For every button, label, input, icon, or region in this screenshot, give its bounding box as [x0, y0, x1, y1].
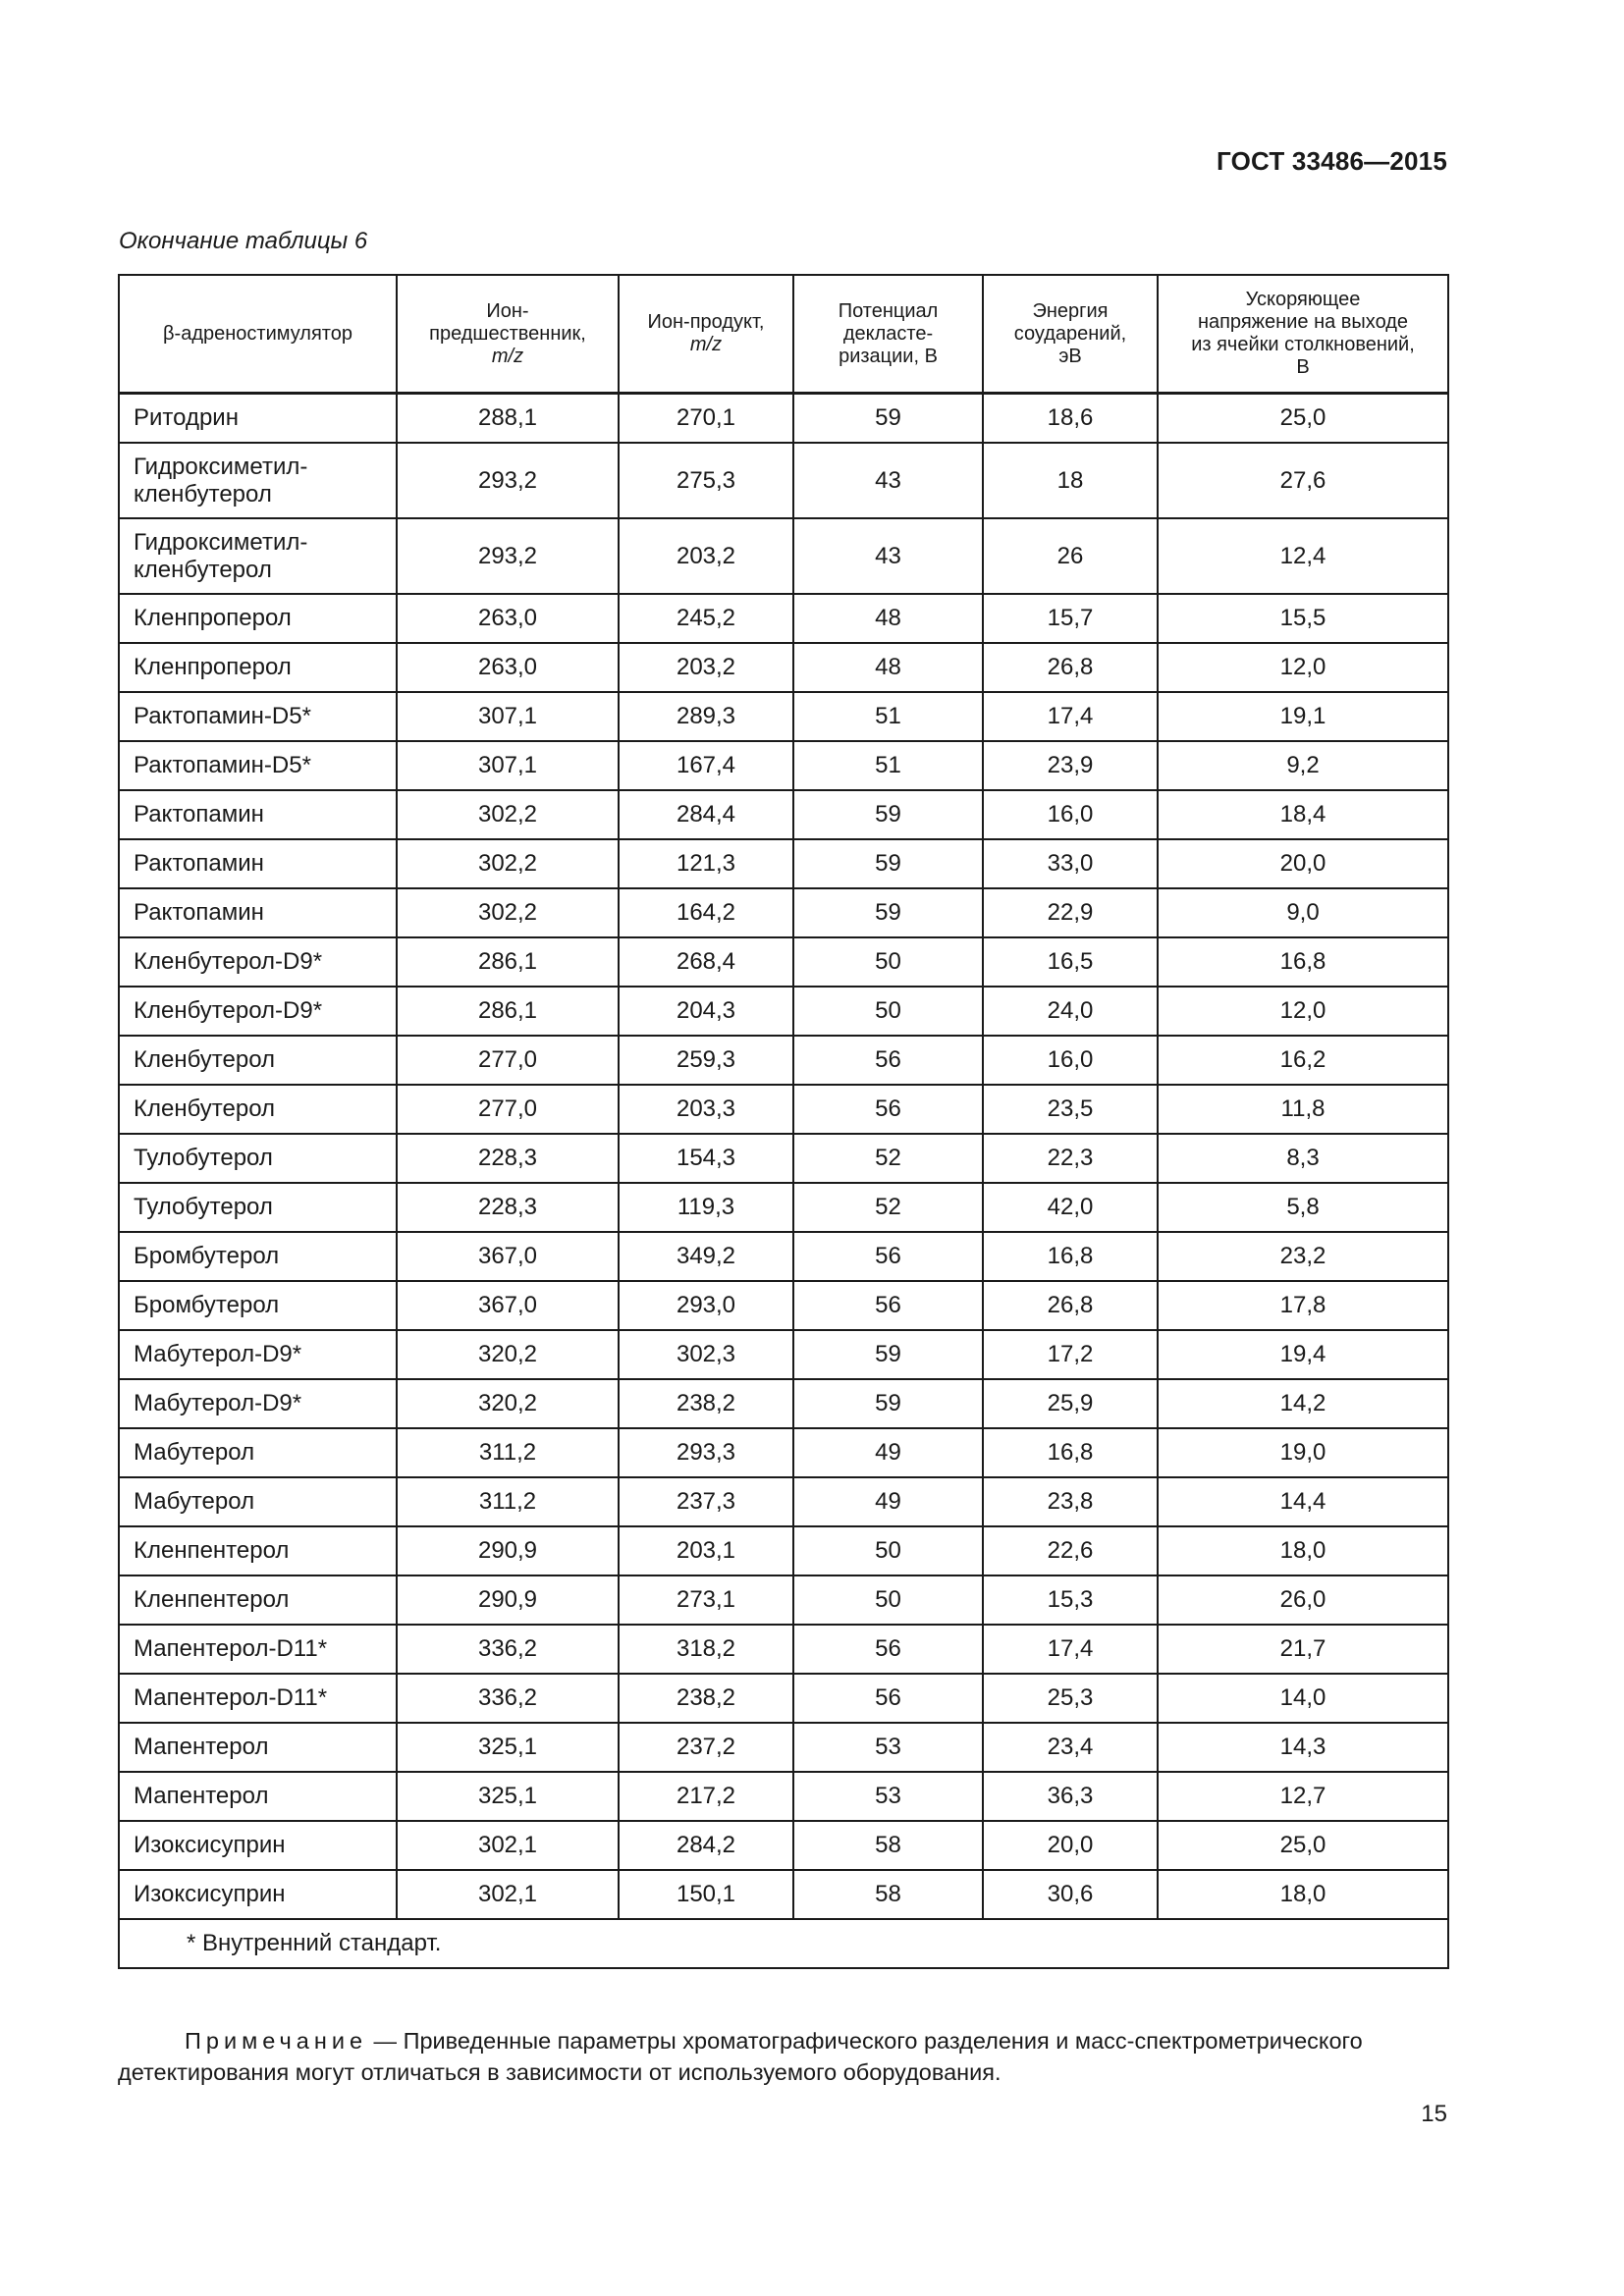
cell-voltage: 16,8: [1158, 937, 1448, 987]
cell-voltage: 5,8: [1158, 1183, 1448, 1232]
cell-voltage: 12,7: [1158, 1772, 1448, 1821]
cell-potential: 59: [793, 790, 983, 839]
cell-product: 318,2: [619, 1625, 793, 1674]
cell-product: 238,2: [619, 1674, 793, 1723]
table-row: [119, 1134, 1448, 1183]
table-row: [119, 1723, 1448, 1772]
cell-energy: 25,9: [983, 1379, 1158, 1428]
cell-substance: Мабутерол-D9*: [119, 1379, 397, 1428]
cell-energy: 16,0: [983, 1036, 1158, 1085]
cell-substance: Рактопамин: [119, 790, 397, 839]
table-row: [119, 1428, 1448, 1477]
cell-potential: 56: [793, 1625, 983, 1674]
table-caption: Окончание таблицы 6: [119, 228, 368, 254]
cell-energy: 26: [983, 518, 1158, 594]
cell-substance: Мабутерол: [119, 1428, 397, 1477]
cell-product: 293,0: [619, 1281, 793, 1330]
cell-energy: 16,0: [983, 790, 1158, 839]
table-row: [119, 839, 1448, 888]
cell-precursor: 311,2: [397, 1477, 619, 1526]
cell-potential: 50: [793, 1526, 983, 1575]
cell-precursor: 336,2: [397, 1674, 619, 1723]
table-row: [119, 741, 1448, 790]
cell-potential: 56: [793, 1085, 983, 1134]
cell-potential: 50: [793, 1575, 983, 1625]
cell-energy: 17,2: [983, 1330, 1158, 1379]
cell-product: 203,2: [619, 643, 793, 692]
note: [118, 2025, 1447, 2088]
cell-potential: 50: [793, 937, 983, 987]
cell-precursor: 286,1: [397, 987, 619, 1036]
cell-product: 150,1: [619, 1870, 793, 1919]
cell-precursor: 263,0: [397, 643, 619, 692]
cell-product: 284,2: [619, 1821, 793, 1870]
table-row: [119, 643, 1448, 692]
cell-precursor: 320,2: [397, 1330, 619, 1379]
cell-precursor: 336,2: [397, 1625, 619, 1674]
table-row: [119, 1379, 1448, 1428]
cell-substance: Кленпроперол: [119, 594, 397, 643]
cell-substance: Рактопамин: [119, 839, 397, 888]
cell-energy: 26,8: [983, 643, 1158, 692]
cell-substance: Изоксисуприн: [119, 1870, 397, 1919]
cell-voltage: 17,8: [1158, 1281, 1448, 1330]
note-label: Примечание: [185, 2028, 368, 2054]
cell-voltage: 14,2: [1158, 1379, 1448, 1428]
cell-precursor: 311,2: [397, 1428, 619, 1477]
cell-product: 302,3: [619, 1330, 793, 1379]
cell-precursor: 293,2: [397, 443, 619, 518]
table-header: [119, 275, 1448, 394]
cell-product: 349,2: [619, 1232, 793, 1281]
cell-voltage: 9,2: [1158, 741, 1448, 790]
cell-voltage: 27,6: [1158, 443, 1448, 518]
table-row: [119, 594, 1448, 643]
table-row: [119, 394, 1448, 444]
cell-product: 293,3: [619, 1428, 793, 1477]
cell-product: 289,3: [619, 692, 793, 741]
cell-potential: 51: [793, 692, 983, 741]
cell-potential: 43: [793, 518, 983, 594]
cell-precursor: 286,1: [397, 937, 619, 987]
cell-precursor: 302,1: [397, 1821, 619, 1870]
cell-product: 164,2: [619, 888, 793, 937]
cell-precursor: 325,1: [397, 1772, 619, 1821]
cell-substance: Бромбутерол: [119, 1281, 397, 1330]
cell-voltage: 18,0: [1158, 1526, 1448, 1575]
cell-precursor: 228,3: [397, 1183, 619, 1232]
col-header-precursor: Ион- предшественник, m/z: [397, 275, 619, 394]
col-header-product: Ион-продукт, m/z: [619, 275, 793, 394]
parameters-table: [118, 274, 1449, 1969]
table-row: [119, 1036, 1448, 1085]
cell-precursor: 302,2: [397, 790, 619, 839]
cell-voltage: 25,0: [1158, 1821, 1448, 1870]
table-row: [119, 1232, 1448, 1281]
table-row: [119, 1183, 1448, 1232]
table-row: [119, 1085, 1448, 1134]
cell-energy: 16,5: [983, 937, 1158, 987]
cell-voltage: 12,0: [1158, 643, 1448, 692]
cell-voltage: 18,0: [1158, 1870, 1448, 1919]
cell-substance: Гидроксиметил- кленбутерол: [119, 518, 397, 594]
cell-substance: Мабутерол-D9*: [119, 1330, 397, 1379]
note-text: — Приведенные параметры хроматографического разделения и масс-спектрометрического детектирования могут отличаться в зависимости от используемого оборудования.: [118, 2028, 1363, 2085]
cell-energy: 30,6: [983, 1870, 1158, 1919]
cell-potential: 43: [793, 443, 983, 518]
cell-potential: 52: [793, 1183, 983, 1232]
cell-product: 217,2: [619, 1772, 793, 1821]
cell-energy: 16,8: [983, 1232, 1158, 1281]
cell-energy: 20,0: [983, 1821, 1158, 1870]
table-row: [119, 1526, 1448, 1575]
cell-energy: 22,3: [983, 1134, 1158, 1183]
cell-energy: 22,9: [983, 888, 1158, 937]
cell-precursor: 228,3: [397, 1134, 619, 1183]
cell-potential: 59: [793, 839, 983, 888]
cell-substance: Мапентерол: [119, 1723, 397, 1772]
cell-potential: 56: [793, 1281, 983, 1330]
cell-product: 167,4: [619, 741, 793, 790]
table-row: [119, 1625, 1448, 1674]
cell-precursor: 307,1: [397, 741, 619, 790]
cell-product: 273,1: [619, 1575, 793, 1625]
cell-voltage: 26,0: [1158, 1575, 1448, 1625]
cell-product: 237,2: [619, 1723, 793, 1772]
table-footer: [119, 1919, 1448, 1968]
cell-voltage: 11,8: [1158, 1085, 1448, 1134]
cell-voltage: 14,0: [1158, 1674, 1448, 1723]
table-row: [119, 1330, 1448, 1379]
cell-potential: 50: [793, 987, 983, 1036]
cell-substance: Гидроксиметил- кленбутерол: [119, 443, 397, 518]
cell-product: 237,3: [619, 1477, 793, 1526]
col-header-energy: Энергия соударений, эВ: [983, 275, 1158, 394]
table-footnote: * Внутренний стандарт.: [119, 1919, 1448, 1968]
cell-substance: Изоксисуприн: [119, 1821, 397, 1870]
cell-voltage: 20,0: [1158, 839, 1448, 888]
cell-substance: Ритодрин: [119, 394, 397, 444]
standard-number: ГОСТ 33486—2015: [1217, 146, 1447, 176]
table-row: [119, 937, 1448, 987]
cell-product: 203,2: [619, 518, 793, 594]
cell-energy: 23,4: [983, 1723, 1158, 1772]
cell-precursor: 293,2: [397, 518, 619, 594]
cell-energy: 23,9: [983, 741, 1158, 790]
table-row: [119, 1772, 1448, 1821]
cell-precursor: 263,0: [397, 594, 619, 643]
cell-energy: 17,4: [983, 692, 1158, 741]
cell-potential: 59: [793, 888, 983, 937]
cell-product: 259,3: [619, 1036, 793, 1085]
cell-energy: 26,8: [983, 1281, 1158, 1330]
table-body: [119, 394, 1448, 1920]
cell-voltage: 9,0: [1158, 888, 1448, 937]
cell-potential: 56: [793, 1036, 983, 1085]
cell-potential: 59: [793, 1330, 983, 1379]
col-header-substance: β-адреностимулятор: [119, 275, 397, 394]
table-row: [119, 1477, 1448, 1526]
cell-potential: 53: [793, 1772, 983, 1821]
cell-energy: 42,0: [983, 1183, 1158, 1232]
col-header-potential: Потенциал декласте- ризации, В: [793, 275, 983, 394]
cell-potential: 58: [793, 1821, 983, 1870]
cell-substance: Кленпентерол: [119, 1575, 397, 1625]
cell-voltage: 12,4: [1158, 518, 1448, 594]
cell-energy: 36,3: [983, 1772, 1158, 1821]
cell-voltage: 14,3: [1158, 1723, 1448, 1772]
cell-voltage: 23,2: [1158, 1232, 1448, 1281]
cell-voltage: 19,4: [1158, 1330, 1448, 1379]
cell-voltage: 12,0: [1158, 987, 1448, 1036]
cell-precursor: 288,1: [397, 394, 619, 444]
cell-voltage: 8,3: [1158, 1134, 1448, 1183]
cell-energy: 18: [983, 443, 1158, 518]
cell-substance: Кленбутерол-D9*: [119, 987, 397, 1036]
cell-substance: Кленбутерол-D9*: [119, 937, 397, 987]
cell-potential: 48: [793, 594, 983, 643]
cell-energy: 22,6: [983, 1526, 1158, 1575]
cell-energy: 25,3: [983, 1674, 1158, 1723]
cell-energy: 23,8: [983, 1477, 1158, 1526]
cell-voltage: 25,0: [1158, 394, 1448, 444]
cell-energy: 16,8: [983, 1428, 1158, 1477]
cell-substance: Кленпроперол: [119, 643, 397, 692]
cell-precursor: 325,1: [397, 1723, 619, 1772]
table-row: [119, 1821, 1448, 1870]
page-number: 15: [1421, 2101, 1447, 2127]
cell-substance: Рактопамин: [119, 888, 397, 937]
cell-substance: Мапентерол: [119, 1772, 397, 1821]
cell-product: 121,3: [619, 839, 793, 888]
cell-energy: 33,0: [983, 839, 1158, 888]
table-row: [119, 443, 1448, 518]
cell-energy: 18,6: [983, 394, 1158, 444]
table-row: [119, 1870, 1448, 1919]
cell-substance: Рактопамин-D5*: [119, 692, 397, 741]
cell-product: 204,3: [619, 987, 793, 1036]
table-row: [119, 1575, 1448, 1625]
cell-precursor: 290,9: [397, 1575, 619, 1625]
cell-substance: Кленбутерол: [119, 1036, 397, 1085]
cell-voltage: 19,1: [1158, 692, 1448, 741]
cell-voltage: 18,4: [1158, 790, 1448, 839]
col-header-voltage: Ускоряющее напряжение на выходе из ячейки столкновений, В: [1158, 275, 1448, 394]
cell-precursor: 302,2: [397, 888, 619, 937]
cell-potential: 58: [793, 1870, 983, 1919]
cell-energy: 17,4: [983, 1625, 1158, 1674]
cell-potential: 49: [793, 1428, 983, 1477]
table-row: [119, 790, 1448, 839]
table-row: [119, 888, 1448, 937]
cell-potential: 49: [793, 1477, 983, 1526]
cell-potential: 53: [793, 1723, 983, 1772]
cell-precursor: 320,2: [397, 1379, 619, 1428]
cell-potential: 56: [793, 1674, 983, 1723]
cell-product: 238,2: [619, 1379, 793, 1428]
cell-voltage: 15,5: [1158, 594, 1448, 643]
cell-precursor: 290,9: [397, 1526, 619, 1575]
cell-energy: 24,0: [983, 987, 1158, 1036]
cell-potential: 59: [793, 1379, 983, 1428]
cell-precursor: 302,1: [397, 1870, 619, 1919]
cell-substance: Рактопамин-D5*: [119, 741, 397, 790]
cell-potential: 59: [793, 394, 983, 444]
cell-precursor: 307,1: [397, 692, 619, 741]
cell-potential: 52: [793, 1134, 983, 1183]
cell-energy: 15,7: [983, 594, 1158, 643]
table-row: [119, 987, 1448, 1036]
cell-product: 203,3: [619, 1085, 793, 1134]
table-row: [119, 518, 1448, 594]
cell-product: 270,1: [619, 394, 793, 444]
cell-voltage: 19,0: [1158, 1428, 1448, 1477]
cell-potential: 51: [793, 741, 983, 790]
cell-precursor: 277,0: [397, 1085, 619, 1134]
cell-substance: Тулобутерол: [119, 1134, 397, 1183]
cell-voltage: 14,4: [1158, 1477, 1448, 1526]
cell-product: 119,3: [619, 1183, 793, 1232]
cell-precursor: 367,0: [397, 1232, 619, 1281]
cell-product: 154,3: [619, 1134, 793, 1183]
cell-product: 203,1: [619, 1526, 793, 1575]
cell-substance: Мапентерол-D11*: [119, 1625, 397, 1674]
table-row: [119, 1281, 1448, 1330]
cell-precursor: 302,2: [397, 839, 619, 888]
cell-energy: 23,5: [983, 1085, 1158, 1134]
cell-product: 284,4: [619, 790, 793, 839]
cell-substance: Тулобутерол: [119, 1183, 397, 1232]
cell-voltage: 21,7: [1158, 1625, 1448, 1674]
cell-voltage: 16,2: [1158, 1036, 1448, 1085]
cell-substance: Мапентерол-D11*: [119, 1674, 397, 1723]
cell-precursor: 277,0: [397, 1036, 619, 1085]
cell-potential: 56: [793, 1232, 983, 1281]
cell-precursor: 367,0: [397, 1281, 619, 1330]
cell-energy: 15,3: [983, 1575, 1158, 1625]
cell-substance: Бромбутерол: [119, 1232, 397, 1281]
table-row: [119, 692, 1448, 741]
cell-substance: Мабутерол: [119, 1477, 397, 1526]
table-row: [119, 1674, 1448, 1723]
cell-product: 245,2: [619, 594, 793, 643]
cell-substance: Кленпентерол: [119, 1526, 397, 1575]
cell-substance: Кленбутерол: [119, 1085, 397, 1134]
cell-product: 268,4: [619, 937, 793, 987]
cell-product: 275,3: [619, 443, 793, 518]
cell-potential: 48: [793, 643, 983, 692]
